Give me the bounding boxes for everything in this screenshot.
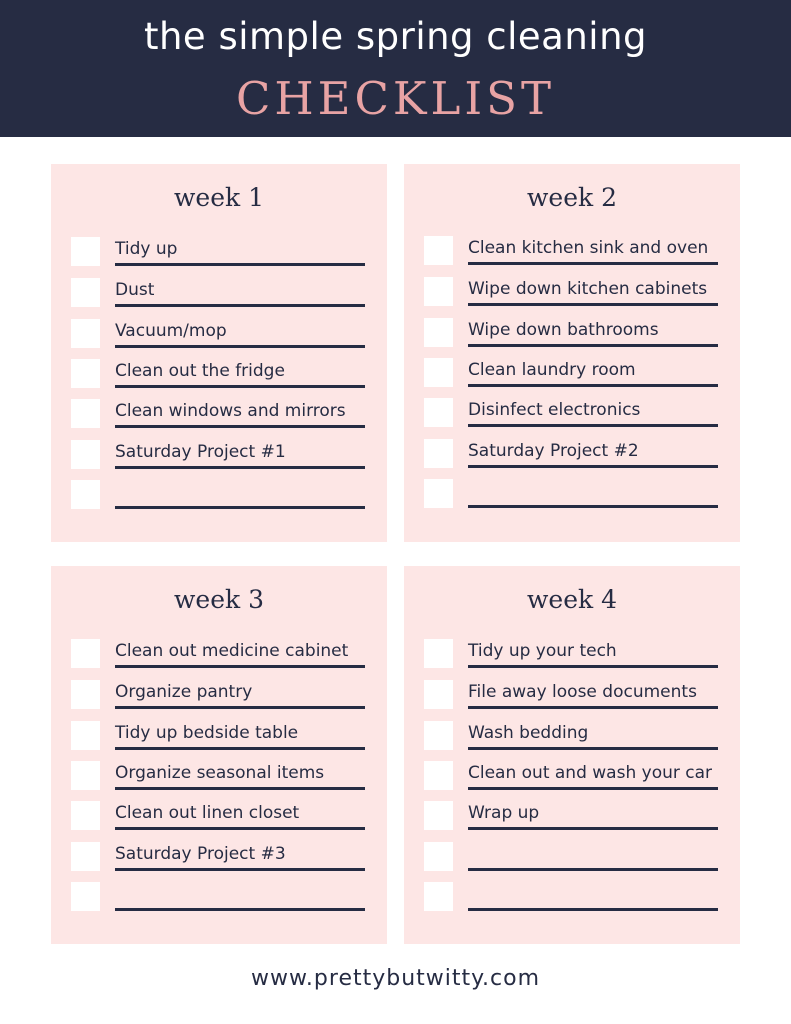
week-title: week 2 — [527, 183, 617, 212]
checkbox[interactable] — [424, 801, 453, 830]
item-label: Wipe down bathrooms — [468, 320, 659, 340]
checklist-item — [71, 639, 367, 669]
item-label: Clean out linen closet — [115, 803, 300, 823]
checklist-item — [424, 479, 720, 509]
checkbox[interactable] — [71, 440, 100, 469]
checkbox[interactable] — [424, 318, 453, 347]
checklist-item — [71, 761, 367, 791]
checkbox[interactable] — [424, 842, 453, 871]
week-title: week 4 — [527, 585, 617, 614]
checkbox[interactable] — [424, 680, 453, 709]
checkbox[interactable] — [71, 761, 100, 790]
checklist-item — [424, 277, 720, 307]
write-line — [468, 384, 718, 387]
checklist-item — [424, 318, 720, 348]
write-line — [468, 505, 718, 508]
write-line — [115, 868, 365, 871]
header-banner — [0, 0, 791, 137]
checkbox[interactable] — [71, 801, 100, 830]
checkbox[interactable] — [71, 319, 100, 348]
write-line — [115, 747, 365, 750]
checkbox[interactable] — [71, 480, 100, 509]
write-line — [468, 344, 718, 347]
checklist-item — [424, 721, 720, 751]
item-label: Clean out the fridge — [115, 361, 285, 381]
item-label: Tidy up your tech — [468, 641, 617, 661]
write-line — [468, 908, 718, 911]
checkbox[interactable] — [71, 680, 100, 709]
item-label: Wipe down kitchen cabinets — [468, 279, 708, 299]
write-line — [468, 303, 718, 306]
checkbox[interactable] — [424, 277, 453, 306]
write-line — [468, 747, 718, 750]
checklist-item — [71, 440, 367, 470]
write-line — [468, 665, 718, 668]
checklist-item — [71, 801, 367, 831]
write-line — [468, 868, 718, 871]
item-label: Disinfect electronics — [468, 400, 641, 420]
write-line — [115, 345, 365, 348]
checklist-item — [71, 882, 367, 912]
checklist-item — [424, 639, 720, 669]
write-line — [115, 506, 365, 509]
checkbox[interactable] — [71, 359, 100, 388]
checklist-item — [424, 761, 720, 791]
checklist-heading: CHECKLIST — [235, 72, 556, 125]
item-label: Organize pantry — [115, 682, 253, 702]
checklist-item — [71, 480, 367, 510]
checkbox[interactable] — [424, 721, 453, 750]
checklist-item — [71, 399, 367, 429]
checkbox[interactable] — [71, 882, 100, 911]
item-label: Clean out medicine cabinet — [115, 641, 349, 661]
week-title: week 3 — [174, 585, 264, 614]
write-line — [115, 425, 365, 428]
checklist-item — [424, 842, 720, 872]
checkbox[interactable] — [424, 398, 453, 427]
checklist-item — [424, 882, 720, 912]
checklist-item — [71, 680, 367, 710]
item-label: Saturday Project #1 — [115, 442, 286, 462]
item-label: Tidy up — [115, 239, 178, 259]
checkbox[interactable] — [424, 236, 453, 265]
item-label: Wrap up — [468, 803, 540, 823]
write-line — [115, 908, 365, 911]
write-line — [115, 263, 365, 266]
item-label: Clean windows and mirrors — [115, 401, 346, 421]
checklist-item — [71, 359, 367, 389]
week-2-card — [404, 164, 740, 542]
checkbox[interactable] — [71, 842, 100, 871]
write-line — [468, 424, 718, 427]
item-label: Wash bedding — [468, 723, 589, 743]
checkbox[interactable] — [424, 761, 453, 790]
item-label: Saturday Project #3 — [115, 844, 286, 864]
checklist-item — [71, 842, 367, 872]
checkbox[interactable] — [71, 399, 100, 428]
write-line — [115, 787, 365, 790]
checklist-item — [71, 319, 367, 349]
checklist-item — [71, 721, 367, 751]
item-label: Vacuum/mop — [115, 321, 227, 341]
week-title: week 1 — [174, 183, 264, 212]
item-label: Organize seasonal items — [115, 763, 325, 783]
write-line — [115, 304, 365, 307]
write-line — [115, 385, 365, 388]
checklist-item — [424, 398, 720, 428]
checkbox[interactable] — [424, 882, 453, 911]
checkbox[interactable] — [424, 479, 453, 508]
checklist-item — [424, 358, 720, 388]
checklist-item — [424, 236, 720, 266]
item-label: Clean kitchen sink and oven — [468, 238, 709, 258]
item-label: Dust — [115, 280, 155, 300]
checklist-item — [71, 278, 367, 308]
item-label: Saturday Project #2 — [468, 441, 639, 461]
write-line — [115, 665, 365, 668]
item-label: File away loose documents — [468, 682, 697, 702]
week-3-card — [51, 566, 387, 944]
write-line — [115, 466, 365, 469]
write-line — [115, 827, 365, 830]
write-line — [468, 706, 718, 709]
write-line — [468, 465, 718, 468]
checkbox[interactable] — [424, 358, 453, 387]
checkbox[interactable] — [71, 278, 100, 307]
write-line — [468, 827, 718, 830]
week-4-card — [404, 566, 740, 944]
write-line — [468, 787, 718, 790]
checklist-item — [424, 801, 720, 831]
checkbox[interactable] — [71, 639, 100, 668]
item-label: Clean laundry room — [468, 360, 636, 380]
checklist-item — [71, 237, 367, 267]
checkbox[interactable] — [71, 237, 100, 266]
week-1-card — [51, 164, 387, 542]
item-label: Tidy up bedside table — [115, 723, 299, 743]
checklist-item — [424, 439, 720, 469]
page-title: the simple spring cleaning — [143, 15, 648, 58]
checkbox[interactable] — [71, 721, 100, 750]
checkbox[interactable] — [424, 439, 453, 468]
website-url: www.prettybutwitty.com — [250, 966, 541, 991]
write-line — [115, 706, 365, 709]
item-label: Clean out and wash your car — [468, 763, 713, 783]
checkbox[interactable] — [424, 639, 453, 668]
checklist-item — [424, 680, 720, 710]
write-line — [468, 262, 718, 265]
